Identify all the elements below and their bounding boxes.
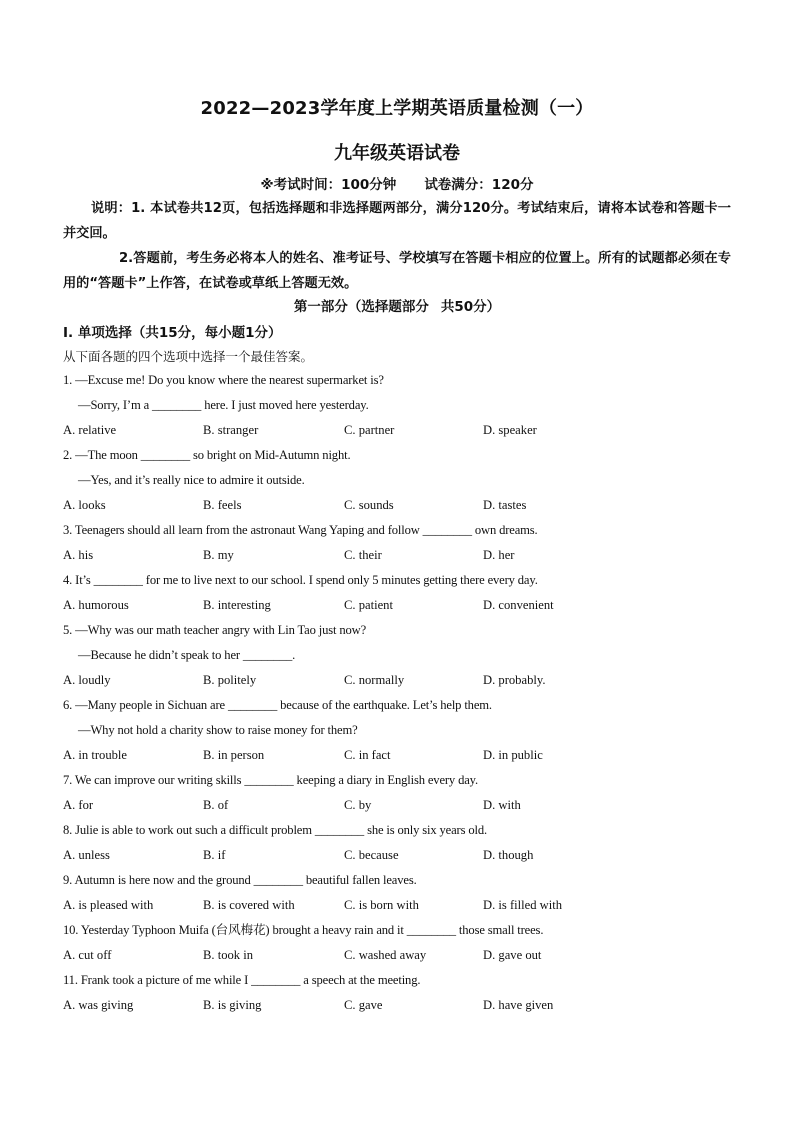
question-stem: 9. Autumn is here now and the ground ________ beautiful fallen leaves.	[63, 873, 417, 887]
exam-title: 2022—2023学年度上学期英语质量检测（一）	[200, 98, 594, 119]
question-item	[63, 518, 743, 568]
answer-option-b[interactable]: B. feels	[203, 498, 242, 512]
answer-option-d[interactable]: D. convenient	[483, 598, 554, 612]
answer-option-a[interactable]: A. is pleased with	[63, 898, 154, 912]
answer-option-d[interactable]: D. her	[483, 548, 515, 562]
question-stem: 4. It’s ________ for me to live next to our school. I spend only 5 minutes getting there every day.	[63, 573, 538, 587]
answer-option-c[interactable]: C. is born with	[344, 898, 419, 912]
answer-option-d[interactable]: D. in public	[483, 748, 543, 762]
question-item	[63, 918, 743, 968]
question-dialogue-line: —Yes, and it’s really nice to admire it outside.	[78, 473, 305, 487]
answer-options	[63, 843, 743, 868]
answer-options	[63, 743, 743, 768]
exam-meta	[0, 173, 794, 193]
instruction-note-1: 说明：1. 本试卷共12页，包括选择题和非选择题两部分，满分120分。考试结束后，请将本试卷和答题卡一并交回。	[63, 201, 731, 241]
answer-option-a[interactable]: A. for	[63, 798, 94, 812]
answer-option-c[interactable]: C. by	[344, 798, 372, 812]
question-item	[63, 618, 743, 693]
answer-option-d[interactable]: D. is filled with	[483, 898, 563, 912]
question-item	[63, 568, 743, 618]
answer-option-c[interactable]: C. their	[344, 548, 382, 562]
answer-options	[63, 993, 743, 1018]
answer-option-a[interactable]: A. humorous	[63, 598, 129, 612]
question-item	[63, 818, 743, 868]
question-item	[63, 768, 743, 818]
answer-option-c[interactable]: C. normally	[344, 673, 405, 687]
question-list	[63, 368, 743, 1018]
answer-option-b[interactable]: B. interesting	[203, 598, 271, 612]
answer-option-c[interactable]: C. partner	[344, 423, 395, 437]
question-stem: 8. Julie is able to work out such a difficult problem ________ she is only six years old.	[63, 823, 487, 837]
part-name: 第一部分（选择题部分	[293, 299, 429, 315]
instruction-note-2: 2.答题前，考生务必将本人的姓名、准考证号、学校填写在答题卡相应的位置上。所有的试题都必须在专用的“答题卡”上作答，在试卷或草纸上答题无效。	[63, 251, 731, 291]
answer-option-b[interactable]: B. politely	[203, 673, 257, 687]
question-dialogue-line: —Why not hold a charity show to raise money for them?	[78, 723, 358, 737]
question-dialogue-line: —Because he didn’t speak to her ________.	[78, 648, 296, 662]
part-score: 共50分）	[440, 299, 501, 315]
question-item	[63, 868, 743, 918]
exam-time: ※考试时间：100分钟	[260, 177, 397, 193]
answer-option-b[interactable]: B. is giving	[203, 998, 262, 1012]
answer-option-d[interactable]: D. have given	[483, 998, 554, 1012]
answer-option-a[interactable]: A. in trouble	[63, 748, 128, 762]
answer-options	[63, 893, 743, 918]
answer-option-b[interactable]: B. if	[203, 848, 226, 862]
answer-option-d[interactable]: D. gave out	[483, 948, 542, 962]
answer-option-c[interactable]: C. patient	[344, 598, 393, 612]
section-instruction: 从下面各题的四个选项中选择一个最佳答案。	[63, 349, 314, 364]
answer-option-b[interactable]: B. my	[203, 548, 234, 562]
answer-options	[63, 793, 743, 818]
answer-option-d[interactable]: D. speaker	[483, 423, 537, 437]
answer-options	[63, 493, 743, 518]
exam-subtitle: 九年级英语试卷	[334, 143, 460, 164]
answer-option-a[interactable]: A. relative	[63, 423, 117, 437]
answer-option-d[interactable]: D. probably.	[483, 673, 546, 687]
question-stem: 6. —Many people in Sichuan are ________ because of the earthquake. Let’s help them.	[63, 698, 492, 712]
question-stem: 10. Yesterday Typhoon Muifa (台风梅花) brought a heavy rain and it ________ those small trees.	[63, 923, 544, 937]
question-stem: 7. We can improve our writing skills ________ keeping a diary in English every day.	[63, 773, 478, 787]
answer-option-b[interactable]: B. is covered with	[203, 898, 295, 912]
part-title	[0, 295, 794, 315]
answer-option-d[interactable]: D. with	[483, 798, 521, 812]
answer-option-a[interactable]: A. loudly	[63, 673, 111, 687]
question-stem: 1. —Excuse me! Do you know where the nearest supermarket is?	[63, 373, 384, 387]
answer-option-a[interactable]: A. was giving	[63, 998, 134, 1012]
question-item	[63, 368, 743, 443]
answer-option-a[interactable]: A. cut off	[63, 948, 112, 962]
full-score: 试卷满分：120分	[424, 177, 534, 193]
answer-option-a[interactable]: A. unless	[63, 848, 110, 862]
answer-option-b[interactable]: B. took in	[203, 948, 254, 962]
answer-option-b[interactable]: B. of	[203, 798, 229, 812]
answer-options	[63, 668, 743, 693]
answer-options	[63, 418, 743, 443]
answer-option-a[interactable]: A. looks	[63, 498, 106, 512]
answer-option-c[interactable]: C. in fact	[344, 748, 391, 762]
answer-options	[63, 593, 743, 618]
section-title: Ⅰ. 单项选择（共15分，每小题1分）	[63, 325, 282, 341]
question-item	[63, 968, 743, 1018]
question-stem: 2. —The moon ________ so bright on Mid-Autumn night.	[63, 448, 351, 462]
answer-option-b[interactable]: B. stranger	[203, 423, 259, 437]
answer-option-d[interactable]: D. though	[483, 848, 534, 862]
question-item	[63, 443, 743, 518]
question-item	[63, 693, 743, 768]
answer-option-c[interactable]: C. because	[344, 848, 399, 862]
answer-option-a[interactable]: A. his	[63, 548, 94, 562]
answer-option-c[interactable]: C. gave	[344, 998, 383, 1012]
answer-option-c[interactable]: C. washed away	[344, 948, 427, 962]
question-stem: 11. Frank took a picture of me while I ________ a speech at the meeting.	[63, 973, 421, 987]
answer-option-c[interactable]: C. sounds	[344, 498, 394, 512]
answer-options	[63, 543, 743, 568]
question-dialogue-line: —Sorry, I’m a ________ here. I just moved here yesterday.	[78, 398, 369, 412]
answer-options	[63, 943, 743, 968]
question-stem: 3. Teenagers should all learn from the astronaut Wang Yaping and follow ________ own dreams.	[63, 523, 538, 537]
answer-option-b[interactable]: B. in person	[203, 748, 265, 762]
question-stem: 5. —Why was our math teacher angry with Lin Tao just now?	[63, 623, 367, 637]
answer-option-d[interactable]: D. tastes	[483, 498, 527, 512]
